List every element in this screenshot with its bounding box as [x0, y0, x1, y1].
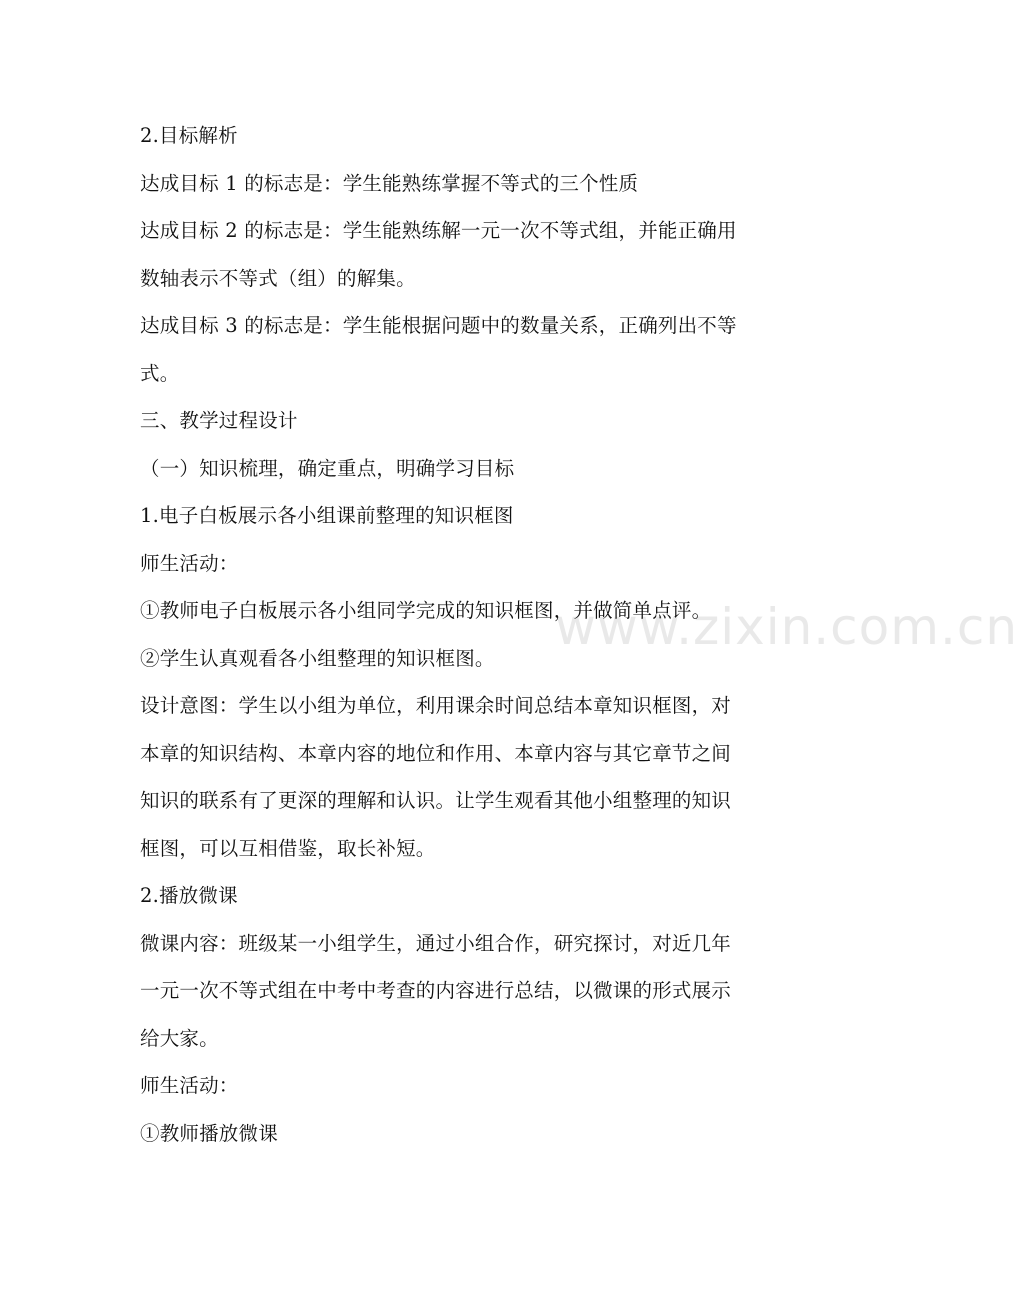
item-heading-micro-lesson: 2.播放微课	[140, 884, 238, 907]
label-teacher-student-activity: 师生活动：	[140, 551, 239, 575]
activity-item-2: ②学生认真观看各小组整理的知识框图。	[140, 646, 495, 670]
paragraph-goal-3-line-1: 达成目标 3 的标志是：学生能根据问题中的数量关系，正确列出不等	[140, 314, 737, 337]
paragraph-design-intent-line-2: 本章的知识结构、本章内容的地位和作用、本章内容与其它章节之间	[140, 741, 732, 765]
paragraph-design-intent-line-1: 设计意图：学生以小组为单位，利用课余时间总结本章知识框图，对	[140, 694, 732, 717]
paragraph-design-intent-line-4: 框图，可以互相借鉴，取长补短。	[140, 836, 436, 860]
paragraph-goal-2-line-1: 达成目标 2 的标志是：学生能熟练解一元一次不等式组，并能正确用	[140, 219, 737, 242]
label-teacher-student-activity-2: 师生活动：	[140, 1074, 239, 1097]
paragraph-goal-2-line-2: 数轴表示不等式（组）的解集。	[140, 266, 416, 290]
paragraph-micro-lesson-line-1: 微课内容：班级某一小组学生，通过小组合作，研究探讨，对近几年	[140, 931, 732, 955]
paragraph-micro-lesson-line-2: 一元一次不等式组在中考中考查的内容进行总结，以微课的形式展示	[140, 979, 732, 1002]
paragraph-design-intent-line-3: 知识的联系有了更深的理解和认识。让学生观看其他小组整理的知识	[140, 789, 732, 812]
item-heading-whiteboard: 1.电子白板展示各小组课前整理的知识框图	[140, 504, 514, 527]
subsection-heading-knowledge-review: （一）知识梳理，确定重点，明确学习目标	[140, 456, 515, 480]
paragraph-goal-3-line-2: 式。	[140, 361, 180, 385]
paragraph-goal-1: 达成目标 1 的标志是：学生能熟练掌握不等式的三个性质	[140, 171, 639, 195]
section-heading-goal-analysis: 2.目标解析	[140, 124, 238, 147]
document-body	[140, 112, 790, 1157]
section-heading-teaching-process: 三、教学过程设计	[140, 409, 298, 432]
activity-item-1: ①教师电子白板展示各小组同学完成的知识框图，并做简单点评。	[140, 599, 712, 622]
watermark: www.zixin.com.cn	[555, 598, 1018, 656]
paragraph-micro-lesson-line-3: 给大家。	[140, 1026, 219, 1050]
activity-item-play-micro-lesson: ①教师播放微课	[140, 1121, 278, 1145]
